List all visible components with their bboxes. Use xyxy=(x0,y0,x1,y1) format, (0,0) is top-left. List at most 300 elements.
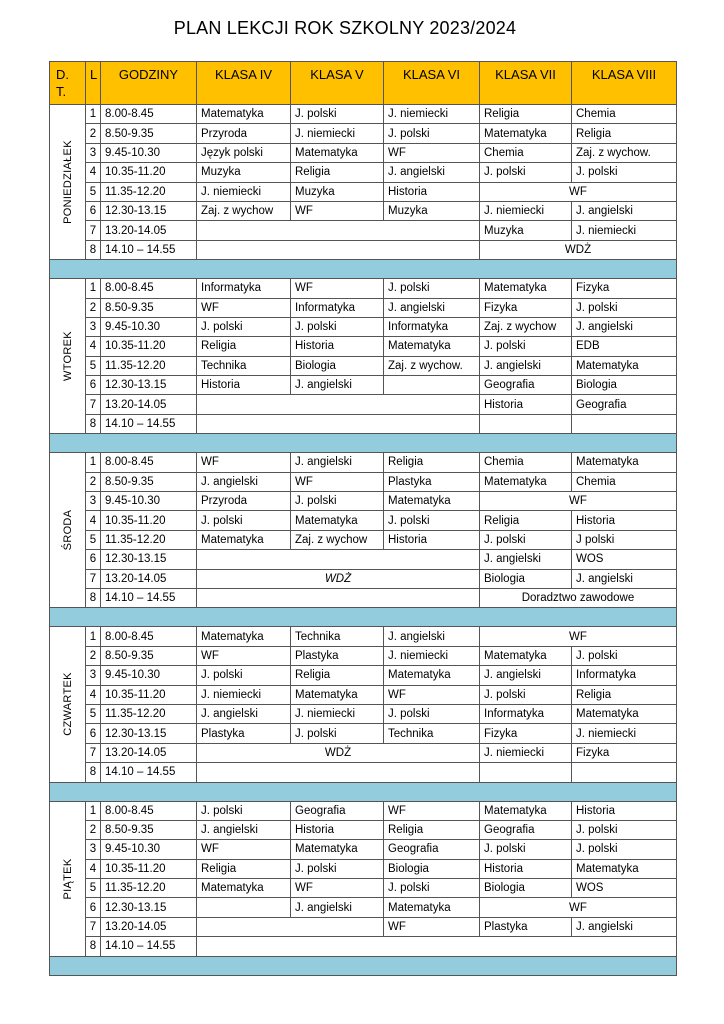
table-row xyxy=(50,704,677,723)
subject-cell: Zaj. z wychow xyxy=(480,317,572,336)
subject-cell: Geografia xyxy=(572,395,677,414)
table-row xyxy=(50,105,677,124)
table-row xyxy=(50,879,677,898)
subject-cell: WF xyxy=(291,279,384,298)
lesson-number: 7 xyxy=(86,221,101,240)
subject-cell: Muzyka xyxy=(291,182,384,201)
subject-cell: Matematyka xyxy=(480,279,572,298)
subject-cell: Język polski xyxy=(197,143,291,162)
subject-cell: Religia xyxy=(572,124,677,143)
subject-cell: Biologia xyxy=(291,356,384,375)
subject-cell: J. niemiecki xyxy=(384,646,480,665)
subject-cell xyxy=(197,395,480,414)
schedule-table xyxy=(49,61,677,976)
day-separator xyxy=(50,608,677,627)
subject-cell xyxy=(197,550,480,569)
table-row xyxy=(50,163,677,182)
table-row xyxy=(50,820,677,839)
subject-cell: J. polski xyxy=(291,105,384,124)
table-row xyxy=(50,492,677,511)
lesson-number: 4 xyxy=(86,685,101,704)
lesson-time: 11.35-12.20 xyxy=(101,356,197,375)
subject-cell xyxy=(197,763,480,782)
lesson-number: 7 xyxy=(86,569,101,588)
day-separator xyxy=(50,782,677,801)
lesson-number: 1 xyxy=(86,105,101,124)
lesson-number: 1 xyxy=(86,279,101,298)
subject-cell: Matematyka xyxy=(480,801,572,820)
subject-cell: J. polski xyxy=(480,163,572,182)
subject-cell: J. angielski xyxy=(384,298,480,317)
subject-cell: J. polski xyxy=(291,317,384,336)
lesson-time: 14.10 – 14.55 xyxy=(101,588,197,607)
subject-cell: J. niemiecki xyxy=(384,105,480,124)
subject-cell: Matematyka xyxy=(384,337,480,356)
subject-cell xyxy=(572,414,677,433)
lesson-time: 8.00-8.45 xyxy=(101,627,197,646)
lesson-time: 10.35-11.20 xyxy=(101,859,197,878)
subject-cell: J. niemiecki xyxy=(291,704,384,723)
lesson-number: 8 xyxy=(86,240,101,259)
subject-cell: J. polski xyxy=(197,317,291,336)
subject-cell: Religia xyxy=(197,859,291,878)
subject-cell: WF xyxy=(384,685,480,704)
subject-cell: WF xyxy=(480,492,677,511)
lesson-number: 2 xyxy=(86,124,101,143)
subject-cell: J. polski xyxy=(572,840,677,859)
subject-cell: Historia xyxy=(384,182,480,201)
subject-cell: WOS xyxy=(572,550,677,569)
table-row xyxy=(50,337,677,356)
table-row xyxy=(50,801,677,820)
header-class-v: KLASA V xyxy=(291,62,384,105)
subject-cell: Informatyka xyxy=(480,704,572,723)
subject-cell: J. niemiecki xyxy=(197,182,291,201)
subject-cell: J. angielski xyxy=(384,163,480,182)
subject-cell: J. polski xyxy=(572,820,677,839)
lesson-time: 10.35-11.20 xyxy=(101,511,197,530)
header-row xyxy=(50,62,677,105)
subject-cell: J. polski xyxy=(480,685,572,704)
table-row xyxy=(50,511,677,530)
separator-cell xyxy=(50,260,677,279)
subject-cell: WDŻ xyxy=(197,743,480,762)
subject-cell: Muzyka xyxy=(197,163,291,182)
lesson-time: 10.35-11.20 xyxy=(101,163,197,182)
page-title: PLAN LEKCJI ROK SZKOLNY 2023/2024 xyxy=(173,18,517,38)
subject-cell: Technika xyxy=(384,724,480,743)
lesson-time: 8.50-9.35 xyxy=(101,472,197,491)
lesson-time: 14.10 – 14.55 xyxy=(101,763,197,782)
subject-cell: Historia xyxy=(291,337,384,356)
subject-cell: WF xyxy=(384,801,480,820)
subject-cell: J. angielski xyxy=(197,704,291,723)
lesson-number: 6 xyxy=(86,201,101,220)
subject-cell: Plastyka xyxy=(291,646,384,665)
lesson-time: 9.45-10.30 xyxy=(101,840,197,859)
separator-cell xyxy=(50,956,677,975)
subject-cell: Matematyka xyxy=(384,898,480,917)
table-row xyxy=(50,453,677,472)
subject-cell: J. angielski xyxy=(384,627,480,646)
subject-cell xyxy=(197,221,480,240)
lesson-time: 12.30-13.15 xyxy=(101,724,197,743)
lesson-number: 3 xyxy=(86,666,101,685)
subject-cell: J. angielski xyxy=(572,201,677,220)
subject-cell: Technika xyxy=(291,627,384,646)
subject-cell: Matematyka xyxy=(572,356,677,375)
subject-cell: J. angielski xyxy=(197,820,291,839)
lesson-number: 6 xyxy=(86,724,101,743)
subject-cell: Matematyka xyxy=(197,627,291,646)
subject-cell: WF xyxy=(480,182,677,201)
subject-cell: Chemia xyxy=(572,105,677,124)
lesson-time: 14.10 – 14.55 xyxy=(101,937,197,956)
table-row xyxy=(50,395,677,414)
subject-cell: Biologia xyxy=(480,879,572,898)
table-row xyxy=(50,182,677,201)
subject-cell: Muzyka xyxy=(480,221,572,240)
subject-cell: WF xyxy=(197,646,291,665)
day-name: WTOREK xyxy=(61,331,74,382)
subject-cell: Religia xyxy=(480,105,572,124)
separator-cell xyxy=(50,608,677,627)
table-row xyxy=(50,569,677,588)
subject-cell: J. angielski xyxy=(480,550,572,569)
lesson-number: 6 xyxy=(86,550,101,569)
day-label xyxy=(50,279,86,434)
day-label xyxy=(50,801,86,956)
subject-cell: J. polski xyxy=(572,646,677,665)
subject-cell: WDŻ xyxy=(480,240,677,259)
lesson-time: 8.50-9.35 xyxy=(101,820,197,839)
subject-cell: Chemia xyxy=(480,143,572,162)
subject-cell: Religia xyxy=(384,453,480,472)
lesson-number: 5 xyxy=(86,356,101,375)
lesson-number: 3 xyxy=(86,317,101,336)
subject-cell: Religia xyxy=(384,820,480,839)
lesson-number: 2 xyxy=(86,646,101,665)
subject-cell: J. polski xyxy=(291,724,384,743)
subject-cell: Religia xyxy=(480,511,572,530)
lesson-number: 5 xyxy=(86,879,101,898)
subject-cell: WDŻ xyxy=(197,569,480,588)
header-lesson-number: L xyxy=(86,62,101,105)
subject-cell: J. angielski xyxy=(291,453,384,472)
subject-cell: J. polski xyxy=(480,337,572,356)
lesson-number: 1 xyxy=(86,627,101,646)
lesson-number: 2 xyxy=(86,298,101,317)
table-row xyxy=(50,685,677,704)
table-row xyxy=(50,221,677,240)
lesson-number: 8 xyxy=(86,763,101,782)
day-label xyxy=(50,627,86,782)
lesson-time: 9.45-10.30 xyxy=(101,143,197,162)
lesson-time: 11.35-12.20 xyxy=(101,704,197,723)
subject-cell: Historia xyxy=(572,801,677,820)
subject-cell: Informatyka xyxy=(572,666,677,685)
subject-cell: J. angielski xyxy=(291,376,384,395)
table-row xyxy=(50,143,677,162)
lesson-time: 8.00-8.45 xyxy=(101,279,197,298)
day-name: CZWARTEK xyxy=(61,672,74,737)
lesson-number: 6 xyxy=(86,376,101,395)
table-row xyxy=(50,317,677,336)
table-row xyxy=(50,550,677,569)
lesson-number: 4 xyxy=(86,511,101,530)
table-row xyxy=(50,646,677,665)
subject-cell: Biologia xyxy=(384,859,480,878)
lesson-number: 3 xyxy=(86,143,101,162)
table-row xyxy=(50,201,677,220)
subject-cell xyxy=(197,937,677,956)
subject-cell: Historia xyxy=(480,859,572,878)
subject-cell: EDB xyxy=(572,337,677,356)
subject-cell: J. niemiecki xyxy=(572,221,677,240)
lesson-number: 7 xyxy=(86,917,101,936)
day-separator xyxy=(50,956,677,975)
lesson-number: 1 xyxy=(86,801,101,820)
lesson-time: 9.45-10.30 xyxy=(101,666,197,685)
table-row xyxy=(50,917,677,936)
subject-cell: J. polski xyxy=(384,704,480,723)
subject-cell: Informatyka xyxy=(384,317,480,336)
day-separator xyxy=(50,434,677,453)
table-row xyxy=(50,298,677,317)
schedule-body xyxy=(50,105,677,976)
lesson-number: 5 xyxy=(86,704,101,723)
lesson-time: 8.50-9.35 xyxy=(101,298,197,317)
subject-cell: Chemia xyxy=(572,472,677,491)
subject-cell: WF xyxy=(291,472,384,491)
lesson-time: 8.00-8.45 xyxy=(101,105,197,124)
subject-cell: Plastyka xyxy=(384,472,480,491)
subject-cell: J. angielski xyxy=(480,356,572,375)
subject-cell xyxy=(197,917,384,936)
header-class-viii: KLASA VIII xyxy=(572,62,677,105)
subject-cell: Zaj. z wychow. xyxy=(572,143,677,162)
header-class-iv: KLASA IV xyxy=(197,62,291,105)
lesson-time: 13.20-14.05 xyxy=(101,917,197,936)
lesson-time: 9.45-10.30 xyxy=(101,317,197,336)
subject-cell: J. angielski xyxy=(572,317,677,336)
subject-cell: J. polski xyxy=(384,879,480,898)
table-row xyxy=(50,898,677,917)
lesson-number: 5 xyxy=(86,530,101,549)
subject-cell: Geografia xyxy=(480,376,572,395)
subject-cell: Matematyka xyxy=(197,879,291,898)
subject-cell: Matematyka xyxy=(384,666,480,685)
subject-cell: Plastyka xyxy=(480,917,572,936)
day-name: PIĄTEK xyxy=(61,858,74,900)
subject-cell xyxy=(384,376,480,395)
subject-cell: Religia xyxy=(197,337,291,356)
subject-cell: Matematyka xyxy=(572,453,677,472)
subject-cell: J. polski xyxy=(197,666,291,685)
table-row xyxy=(50,472,677,491)
subject-cell: Biologia xyxy=(572,376,677,395)
table-row xyxy=(50,666,677,685)
subject-cell: J. polski xyxy=(291,492,384,511)
subject-cell: J. niemiecki xyxy=(480,201,572,220)
table-row xyxy=(50,588,677,607)
subject-cell: WF xyxy=(197,453,291,472)
lesson-time: 13.20-14.05 xyxy=(101,743,197,762)
subject-cell: Historia xyxy=(197,376,291,395)
subject-cell: Matematyka xyxy=(384,492,480,511)
subject-cell: WF xyxy=(480,627,677,646)
header-hours: GODZINY xyxy=(101,62,197,105)
subject-cell: Zaj. z wychow xyxy=(197,201,291,220)
subject-cell xyxy=(197,240,480,259)
subject-cell: J. polski xyxy=(572,298,677,317)
lesson-time: 10.35-11.20 xyxy=(101,337,197,356)
lesson-time: 12.30-13.15 xyxy=(101,376,197,395)
subject-cell: Technika xyxy=(197,356,291,375)
lesson-time: 8.50-9.35 xyxy=(101,646,197,665)
lesson-time: 9.45-10.30 xyxy=(101,492,197,511)
subject-cell: Fizyka xyxy=(572,279,677,298)
subject-cell: J. angielski xyxy=(291,898,384,917)
subject-cell: Matematyka xyxy=(572,859,677,878)
subject-cell: J. polski xyxy=(291,859,384,878)
subject-cell: Matematyka xyxy=(197,105,291,124)
subject-cell: Biologia xyxy=(480,569,572,588)
subject-cell: J. polski xyxy=(572,163,677,182)
subject-cell: Informatyka xyxy=(197,279,291,298)
subject-cell: Religia xyxy=(572,685,677,704)
day-separator xyxy=(50,260,677,279)
subject-cell: Przyroda xyxy=(197,492,291,511)
subject-cell: WF xyxy=(291,201,384,220)
day-name: PONIEDZIAŁEK xyxy=(61,140,74,224)
table-row xyxy=(50,530,677,549)
subject-cell: WOS xyxy=(572,879,677,898)
lesson-number: 4 xyxy=(86,337,101,356)
subject-cell xyxy=(197,588,480,607)
lesson-number: 4 xyxy=(86,163,101,182)
lesson-number: 7 xyxy=(86,743,101,762)
table-row xyxy=(50,279,677,298)
day-name: ŚRODA xyxy=(61,510,74,551)
subject-cell: Historia xyxy=(572,511,677,530)
lesson-time: 11.35-12.20 xyxy=(101,182,197,201)
lesson-time: 14.10 – 14.55 xyxy=(101,240,197,259)
subject-cell: Matematyka xyxy=(197,530,291,549)
subject-cell: Matematyka xyxy=(291,143,384,162)
lesson-number: 2 xyxy=(86,472,101,491)
subject-cell: WF xyxy=(197,298,291,317)
subject-cell: J. niemiecki xyxy=(572,724,677,743)
lesson-time: 13.20-14.05 xyxy=(101,395,197,414)
lesson-number: 8 xyxy=(86,588,101,607)
subject-cell: Matematyka xyxy=(480,472,572,491)
subject-cell: J. polski xyxy=(197,511,291,530)
subject-cell: Matematyka xyxy=(291,511,384,530)
subject-cell: Historia xyxy=(291,820,384,839)
lesson-time: 8.00-8.45 xyxy=(101,801,197,820)
table-row xyxy=(50,937,677,956)
subject-cell xyxy=(572,763,677,782)
subject-cell: WF xyxy=(480,898,677,917)
table-row xyxy=(50,763,677,782)
subject-cell: J. angielski xyxy=(572,569,677,588)
lesson-time: 8.00-8.45 xyxy=(101,453,197,472)
separator-cell xyxy=(50,782,677,801)
separator-cell xyxy=(50,434,677,453)
subject-cell: WF xyxy=(197,840,291,859)
subject-cell: Muzyka xyxy=(384,201,480,220)
lesson-number: 8 xyxy=(86,937,101,956)
lesson-number: 6 xyxy=(86,898,101,917)
subject-cell: Matematyka xyxy=(480,124,572,143)
subject-cell: J polski xyxy=(572,530,677,549)
subject-cell: Doradztwo zawodowe xyxy=(480,588,677,607)
subject-cell: WF xyxy=(384,143,480,162)
subject-cell: Historia xyxy=(480,395,572,414)
subject-cell: Zaj. z wychow xyxy=(291,530,384,549)
table-row xyxy=(50,840,677,859)
subject-cell xyxy=(197,414,480,433)
table-row xyxy=(50,859,677,878)
table-row xyxy=(50,124,677,143)
table-row xyxy=(50,376,677,395)
table-row xyxy=(50,743,677,762)
subject-cell: Geografia xyxy=(480,820,572,839)
subject-cell: Matematyka xyxy=(291,685,384,704)
subject-cell: Fizyka xyxy=(572,743,677,762)
day-label xyxy=(50,453,86,608)
subject-cell xyxy=(480,763,572,782)
lesson-time: 10.35-11.20 xyxy=(101,685,197,704)
subject-cell: Informatyka xyxy=(291,298,384,317)
subject-cell: J. polski xyxy=(197,801,291,820)
table-row xyxy=(50,356,677,375)
table-row xyxy=(50,627,677,646)
subject-cell: J. polski xyxy=(384,279,480,298)
lesson-number: 3 xyxy=(86,840,101,859)
subject-cell: Historia xyxy=(384,530,480,549)
lesson-number: 3 xyxy=(86,492,101,511)
lesson-time: 13.20-14.05 xyxy=(101,221,197,240)
lesson-time: 11.35-12.20 xyxy=(101,530,197,549)
subject-cell xyxy=(197,898,291,917)
subject-cell: WF xyxy=(291,879,384,898)
lesson-time: 14.10 – 14.55 xyxy=(101,414,197,433)
lesson-time: 12.30-13.15 xyxy=(101,550,197,569)
lesson-number: 5 xyxy=(86,182,101,201)
subject-cell: Zaj. z wychow. xyxy=(384,356,480,375)
subject-cell: Plastyka xyxy=(197,724,291,743)
lesson-time: 12.30-13.15 xyxy=(101,898,197,917)
lesson-number: 4 xyxy=(86,859,101,878)
subject-cell: J. niemiecki xyxy=(197,685,291,704)
subject-cell: Fizyka xyxy=(480,298,572,317)
subject-cell: Religia xyxy=(291,666,384,685)
subject-cell: Religia xyxy=(291,163,384,182)
subject-cell: J. polski xyxy=(480,530,572,549)
subject-cell: J. niemiecki xyxy=(480,743,572,762)
subject-cell: WF xyxy=(384,917,480,936)
subject-cell: J. angielski xyxy=(197,472,291,491)
lesson-time: 12.30-13.15 xyxy=(101,201,197,220)
subject-cell: Geografia xyxy=(291,801,384,820)
subject-cell: Matematyka xyxy=(291,840,384,859)
subject-cell xyxy=(480,414,572,433)
header-class-vi: KLASA VI xyxy=(384,62,480,105)
subject-cell: J. angielski xyxy=(572,917,677,936)
subject-cell: Fizyka xyxy=(480,724,572,743)
